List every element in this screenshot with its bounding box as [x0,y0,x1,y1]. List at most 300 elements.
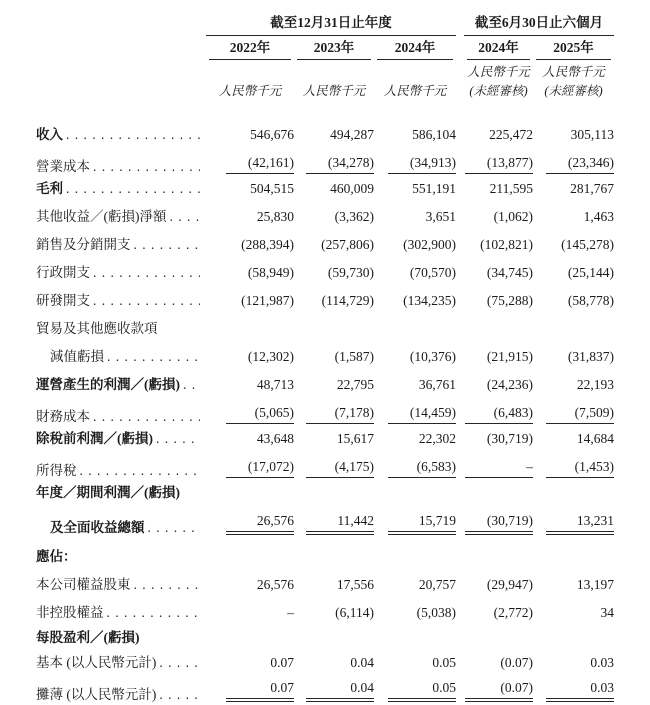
value-cell [206,628,294,653]
cell-value: 551,191 [412,181,456,196]
cell-value: 22,795 [336,377,374,392]
unit-label: 人民幣千元 [467,65,530,79]
row-label-cell [36,454,206,480]
value-cell [294,176,374,204]
table-row [36,508,614,536]
cell-value: 11,442 [306,513,374,535]
dot-leader [93,293,200,308]
column-gap [456,36,464,61]
column-gap [456,344,464,372]
value-cell [533,678,614,703]
value-cell [533,372,614,400]
cell-value: (0.07) [465,680,533,702]
value-cell [374,572,456,600]
value-cell [464,536,533,572]
value-cell [374,400,456,426]
table-row [36,426,614,454]
row-label-cell [36,150,206,176]
value-cell [374,260,456,288]
cell-value: 26,576 [226,513,294,535]
value-cell [374,372,456,400]
value-cell [374,288,456,316]
column-gap [456,288,464,316]
cell-value: 22,302 [418,431,456,446]
row-label-cell [36,232,206,260]
cell-value: (302,900) [403,237,456,252]
cell-value: (4,175) [306,459,374,478]
row-label-cell [36,176,206,204]
value-cell [374,653,456,678]
row-label-cell [36,426,206,454]
value-cell [294,99,374,150]
dot-leader [170,209,201,224]
header-year-row [36,36,614,61]
row-label-cell [36,400,206,426]
row-label-cell [36,536,206,572]
value-cell [206,426,294,454]
table-body [36,99,614,703]
value-cell [294,454,374,480]
value-cell [206,508,294,536]
row-label-cell [36,260,206,288]
dot-leader [159,655,200,670]
cell-value: (0.07) [500,655,533,670]
cell-value: 0.05 [388,680,456,702]
column-gap [456,60,464,99]
row-label-cell [36,628,206,653]
value-cell [206,150,294,176]
value-cell [294,400,374,426]
cell-value: – [465,459,533,478]
table-row [36,480,614,508]
row-label: 毛利 [36,181,63,196]
dot-leader [159,687,200,702]
cell-value: (7,178) [306,405,374,424]
value-cell [206,232,294,260]
cell-value: (30,719) [486,431,533,446]
value-cell [374,628,456,653]
cell-value: 494,287 [330,127,374,142]
header-spacer [36,15,206,36]
value-cell [206,344,294,372]
dot-leader [93,265,200,280]
value-cell [206,204,294,232]
value-cell [533,288,614,316]
value-cell [206,536,294,572]
dot-leader [66,181,200,196]
value-cell [206,372,294,400]
value-cell [294,204,374,232]
value-cell [374,480,456,508]
value-cell [533,628,614,653]
financial-summary-table [36,15,614,703]
column-gap [456,426,464,454]
column-gap [456,99,464,150]
value-cell [464,232,533,260]
cell-value: 36,761 [418,377,456,392]
value-cell [374,508,456,536]
value-cell [374,600,456,628]
value-cell [533,653,614,678]
period-annual-title [206,15,456,36]
value-cell [533,260,614,288]
table-row [36,372,614,400]
cell-value: (1,062) [493,209,533,224]
value-cell [533,536,614,572]
row-label: 運營產生的利潤／(虧損) [36,377,180,392]
value-cell [374,204,456,232]
cell-value: 25,830 [256,209,294,224]
value-cell [206,480,294,508]
value-cell [206,454,294,480]
cell-value: (134,235) [403,293,456,308]
table-row [36,572,614,600]
value-cell [533,316,614,344]
value-cell [464,316,533,344]
value-cell [294,628,374,653]
cell-value: (23,346) [546,155,614,174]
row-label: 所得稅 [36,463,77,478]
table-row [36,150,614,176]
cell-value: (58,949) [247,265,294,280]
column-gap [456,150,464,176]
value-cell [206,678,294,703]
cell-value: 0.07 [226,680,294,702]
dot-leader [148,520,201,535]
value-cell [464,150,533,176]
row-label: 非控股權益 [36,605,104,620]
row-label: 收入 [36,127,63,142]
dot-leader [156,431,200,446]
value-cell [294,232,374,260]
col-year-2022: 2022年 [209,40,291,60]
cell-value: 13,231 [546,513,614,535]
cell-value: 305,113 [570,127,614,142]
value-cell [294,600,374,628]
value-cell [374,316,456,344]
period-interim-label: 截至6月30日止六個月 [474,15,604,30]
cell-value: (114,729) [321,293,374,308]
row-label-cell [36,508,206,536]
row-label: 行政開支 [36,265,90,280]
value-cell [294,316,374,344]
value-cell [533,426,614,454]
row-label: 研發開支 [36,293,90,308]
table-row [36,600,614,628]
cell-value: (6,483) [465,405,533,424]
value-cell [464,480,533,508]
cell-value: 225,472 [489,127,533,142]
value-cell [464,176,533,204]
cell-value: (30,719) [465,513,533,535]
value-cell [533,99,614,150]
table-row [36,232,614,260]
dot-leader [93,159,200,174]
unaudited-label: (未經審核) [544,84,603,98]
cell-value: (70,570) [409,265,456,280]
value-cell [206,288,294,316]
cell-value: (34,913) [388,155,456,174]
row-label: 本公司權益股東 [36,577,131,592]
row-label-cell [36,653,206,678]
cell-value: (75,288) [486,293,533,308]
col-year-2025-interim: 2025年 [536,40,611,60]
row-label: 應佔： [36,549,77,564]
cell-value: (7,509) [546,405,614,424]
cell-value: (21,915) [486,349,533,364]
value-cell [206,572,294,600]
row-label-cell [36,572,206,600]
cell-value: (58,778) [567,293,614,308]
value-cell [533,176,614,204]
value-cell [294,572,374,600]
value-cell [464,628,533,653]
value-cell [374,536,456,572]
value-cell [533,400,614,426]
cell-value: 48,713 [256,377,294,392]
cell-value: (59,730) [327,265,374,280]
unit-label: 人民幣千元 [302,84,366,98]
value-cell [464,426,533,454]
value-cell [533,508,614,536]
cell-value: 17,556 [336,577,374,592]
column-gap [456,536,464,572]
cell-value: (102,821) [480,237,533,252]
col-year-2024-interim: 2024年 [467,40,530,60]
column-gap [456,653,464,678]
cell-value: 586,104 [412,127,456,142]
value-cell [464,400,533,426]
value-cell [206,99,294,150]
row-label: 每股盈利／(虧損) [36,630,140,645]
cell-value: (17,072) [226,459,294,478]
cell-value: 20,757 [418,577,456,592]
header-spacer [36,36,206,61]
cell-value: (121,987) [241,293,294,308]
cell-value: (31,837) [567,349,614,364]
header-spacer [36,60,206,99]
column-gap [456,260,464,288]
cell-value: 15,719 [388,513,456,535]
cell-value: 0.03 [546,680,614,702]
value-cell [464,288,533,316]
value-cell [206,400,294,426]
value-cell [206,176,294,204]
col-year-2023: 2023年 [297,40,371,60]
value-cell [464,454,533,480]
column-gap [456,678,464,703]
dot-leader [134,237,201,252]
value-cell [464,600,533,628]
table-row [36,678,614,703]
cell-value: (288,394) [241,237,294,252]
column-gap [456,572,464,600]
row-label-cell [36,99,206,150]
value-cell [294,150,374,176]
value-cell [294,480,374,508]
cell-value: (6,583) [388,459,456,478]
value-cell [464,508,533,536]
value-cell [374,99,456,150]
value-cell [206,316,294,344]
table-row [36,204,614,232]
header-unit-row [36,60,614,99]
dot-leader [66,127,200,142]
cell-value: 3,651 [425,209,456,224]
cell-value: 15,617 [336,431,374,446]
row-label-cell [36,600,206,628]
column-gap [456,508,464,536]
value-cell [533,204,614,232]
value-cell [533,232,614,260]
value-cell [374,176,456,204]
cell-value: (14,459) [388,405,456,424]
row-label: 及全面收益總額 [50,520,145,535]
table-row [36,288,614,316]
cell-value: (13,877) [465,155,533,174]
column-gap [456,204,464,232]
cell-value: (34,278) [306,155,374,174]
table-row [36,99,614,150]
value-cell [294,372,374,400]
cell-value: 34 [600,605,614,620]
value-cell [374,344,456,372]
cell-value: 22,193 [576,377,614,392]
cell-value: (10,376) [409,349,456,364]
row-label-cell [36,372,206,400]
value-cell [533,454,614,480]
cell-value: 13,197 [576,577,614,592]
period-interim-title [464,15,614,36]
dot-leader [107,605,201,620]
cell-value: (12,302) [247,349,294,364]
value-cell [294,653,374,678]
table-row [36,454,614,480]
column-gap [456,480,464,508]
table-row [36,653,614,678]
row-label: 攤薄 (以人民幣元計) [36,687,157,702]
value-cell [294,288,374,316]
value-cell [374,150,456,176]
value-cell [464,678,533,703]
value-cell [533,150,614,176]
table-row [36,536,614,572]
row-label: 除稅前利潤／(虧損) [36,431,153,446]
table-row [36,260,614,288]
value-cell [464,572,533,600]
value-cell [533,572,614,600]
dot-leader [107,349,200,364]
period-annual-label: 截至12月31日止年度 [270,15,392,30]
row-label-cell [36,316,206,344]
cell-value: (6,114) [335,605,374,620]
column-gap [456,372,464,400]
value-cell [294,508,374,536]
column-gap [456,400,464,426]
value-cell [206,653,294,678]
cell-value: (42,161) [226,155,294,174]
cell-value: 0.05 [432,655,456,670]
row-label: 其他收益／(虧損)淨額 [36,209,167,224]
value-cell [464,344,533,372]
unit-label: 人民幣千元 [218,84,282,98]
cell-value: 460,009 [330,181,374,196]
cell-value: (29,947) [486,577,533,592]
value-cell [294,536,374,572]
table-row [36,176,614,204]
row-label-cell [36,480,206,508]
value-cell [533,600,614,628]
value-cell [533,480,614,508]
row-label-cell [36,678,206,703]
column-gap [456,176,464,204]
cell-value: 504,515 [250,181,294,196]
value-cell [374,426,456,454]
row-label-cell [36,344,206,372]
table-row [36,628,614,653]
cell-value: (5,065) [226,405,294,424]
cell-value: (3,362) [334,209,374,224]
value-cell [533,344,614,372]
column-gap [456,15,464,36]
unit-label: 人民幣千元 [383,84,447,98]
value-cell [294,678,374,703]
column-gap [456,316,464,344]
cell-value: 281,767 [570,181,614,196]
unit-label: 人民幣千元 [542,65,605,79]
value-cell [374,454,456,480]
cell-value: 26,576 [256,577,294,592]
cell-value: (1,587) [334,349,374,364]
row-label: 營業成本 [36,159,90,174]
table-row [36,316,614,344]
dot-leader [134,577,201,592]
cell-value: 0.07 [270,655,294,670]
column-gap [456,628,464,653]
value-cell [464,260,533,288]
unaudited-label: (未經審核) [469,84,528,98]
cell-value: 211,595 [489,181,533,196]
cell-value: 0.04 [350,655,374,670]
dot-leader [183,377,200,392]
value-cell [464,653,533,678]
dot-leader [93,409,200,424]
cell-value: (1,453) [546,459,614,478]
row-label: 貿易及其他應收款項 [36,321,158,336]
row-label-cell [36,288,206,316]
column-gap [456,454,464,480]
cell-value: (5,038) [416,605,456,620]
value-cell [464,372,533,400]
dot-leader [80,463,201,478]
cell-value: (145,278) [561,237,614,252]
value-cell [294,344,374,372]
column-gap [456,232,464,260]
row-label: 財務成本 [36,409,90,424]
table-row [36,344,614,372]
cell-value: 43,648 [256,431,294,446]
col-year-2024: 2024年 [377,40,453,60]
cell-value: (25,144) [567,265,614,280]
value-cell [464,99,533,150]
value-cell [464,204,533,232]
cell-value: (257,806) [321,237,374,252]
cell-value: 0.03 [590,655,614,670]
cell-value: (34,745) [486,265,533,280]
cell-value: – [287,605,294,620]
cell-value: 1,463 [583,209,614,224]
row-label: 基本 (以人民幣元計) [36,655,157,670]
